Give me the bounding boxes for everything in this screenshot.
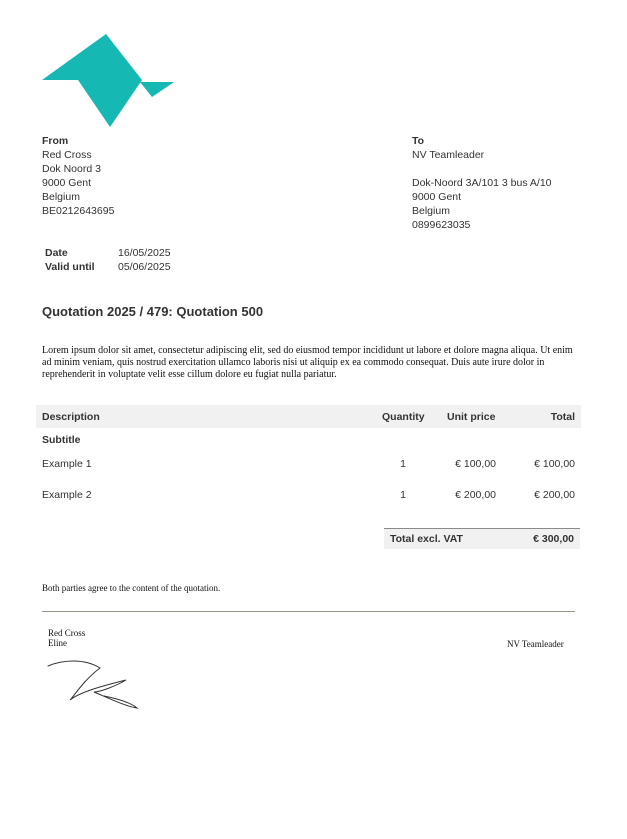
from-line: 9000 Gent [42,177,92,189]
table-subtitle: Subtitle [42,434,81,446]
quotation-title: Quotation 2025 / 479: Quotation 500 [42,304,264,319]
row-unit-price: € 100,00 [455,458,496,470]
to-line: 0899623035 [412,219,471,231]
agreement-text: Both parties agree to the content of the quotation. [42,583,221,593]
table-row [0,458,627,472]
date-label: Date [45,247,68,259]
column-header-description: Description [42,411,100,423]
row-unit-price: € 200,00 [455,489,496,501]
dates-block [45,246,171,274]
column-header-quantity: Quantity [382,411,425,423]
signature-left-company: Red Cross [48,628,86,638]
from-line: Red Cross [42,149,92,161]
intro-paragraph: Lorem ipsum dolor sit amet, consectetur adipiscing elit, sed do eiusmod tempor incididunt ut labore et dolore magna aliqua. Ut enim ad minim veniam, quis nostrud exercitation ullamco laboris nisi ut aliquip ex ea commodo consequat. Duis aute irure dolor in reprehenderit in voluptate velit esse cillum dolore eu fugiat nulla pariatur. [42,345,573,380]
from-block [42,134,114,218]
signature-left-block [48,628,85,648]
row-total: € 100,00 [534,458,575,470]
date-value: 16/05/2025 [118,247,171,259]
valid-until-value: 05/06/2025 [118,261,171,273]
row-description: Example 1 [42,458,92,470]
row-description: Example 2 [42,489,92,501]
valid-until-label: Valid until [45,261,95,273]
to-block [412,134,552,232]
signature-right-company: NV Teamleader [507,639,564,649]
row-quantity: 1 [400,458,406,470]
total-label: Total excl. VAT [390,533,463,545]
from-label: From [42,135,69,147]
signature-left-name: Eline [48,638,67,648]
company-logo [42,34,174,131]
origami-bird-logo-icon [42,34,174,128]
table-header [36,405,581,428]
divider [42,611,575,612]
total-value: € 300,00 [533,533,574,545]
column-header-total: Total [550,411,575,423]
to-line: Belgium [412,205,450,217]
row-quantity: 1 [400,489,406,501]
from-line: Belgium [42,191,80,203]
table-row [0,489,627,503]
total-excl-vat-row [384,528,580,549]
from-line: BE0212643695 [42,205,115,217]
to-line-blank [412,162,552,176]
row-total: € 200,00 [534,489,575,501]
to-label: To [412,135,425,147]
to-line: Dok-Noord 3A/101 3 bus A/10 [412,177,552,189]
handwritten-signature [44,656,144,715]
signature-icon [44,656,144,712]
to-line: NV Teamleader [412,149,485,161]
to-line: 9000 Gent [412,191,462,203]
column-header-unit-price: Unit price [447,411,496,423]
from-line: Dok Noord 3 [42,163,101,175]
